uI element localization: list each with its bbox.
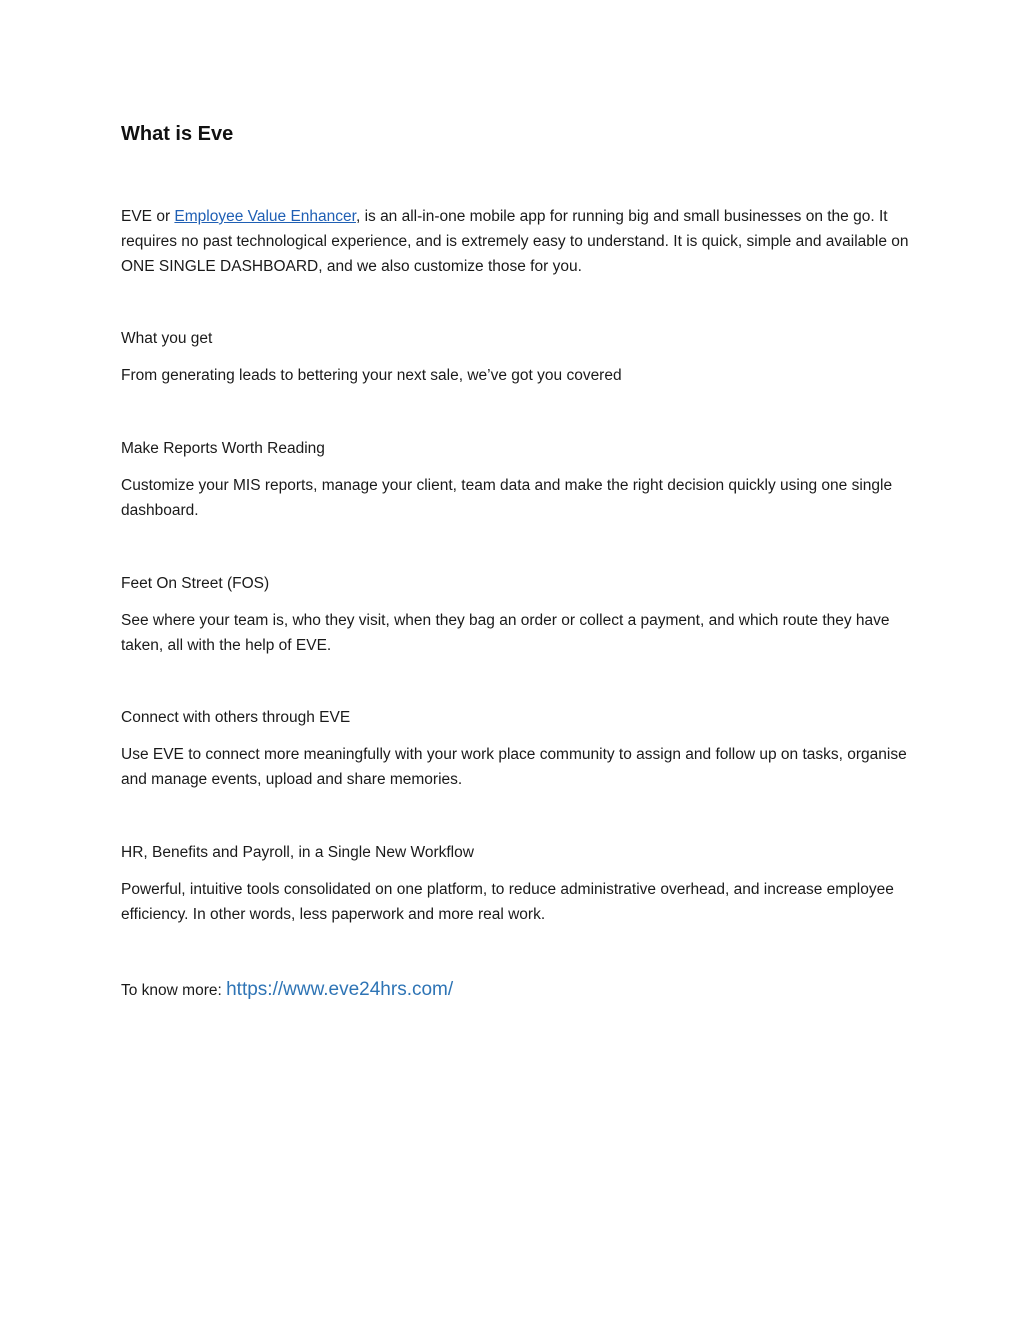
section-feet-on-street xyxy=(121,572,911,659)
website-link[interactable]: https://www.eve24hrs.com/ xyxy=(226,978,454,1000)
know-more-label: To know more: xyxy=(121,981,227,999)
section-connect xyxy=(121,706,911,793)
section-heading: HR, Benefits and Payroll, in a Single New Workflow xyxy=(121,843,474,861)
section-what-you-get xyxy=(121,327,911,389)
section-heading: What you get xyxy=(121,330,213,348)
intro-prefix: EVE or xyxy=(121,208,175,225)
document-page xyxy=(121,118,911,1020)
know-more-line xyxy=(121,976,911,1005)
intro-suffix: , is an all-in-one mobile app for running big and small businesses on the go. It requires no past technological experience, and is extremely easy to understand. It is quick, simple and available on ONE SINGLE DASHBOARD, and we also customize those for you. xyxy=(121,208,909,275)
section-body: From generating leads to bettering your next sale, we’ve got you covered xyxy=(121,367,622,385)
intro-paragraph xyxy=(121,205,911,279)
page-title: What is Eve xyxy=(121,123,234,145)
section-heading: Feet On Street (FOS) xyxy=(121,574,270,592)
section-heading: Make Reports Worth Reading xyxy=(121,440,325,458)
section-heading: Connect with others through EVE xyxy=(121,709,351,727)
section-hr-benefits xyxy=(121,841,911,928)
employee-value-enhancer-link[interactable]: Employee Value Enhancer xyxy=(174,208,356,225)
section-body: Customize your MIS reports, manage your client, team data and make the right decision quickly using one single dashboard. xyxy=(121,477,893,519)
section-body: Use EVE to connect more meaningfully with your work place community to assign and follow up on tasks, organise and manage events, upload and share memories. xyxy=(121,746,907,789)
section-make-reports xyxy=(121,437,911,524)
section-body: Powerful, intuitive tools consolidated on one platform, to reduce administrative overhead, and increase employee efficiency. In other words, less paperwork and more real work. xyxy=(121,880,894,923)
section-body: See where your team is, who they visit, when they bag an order or collect a payment, and which route they have taken, all with the help of EVE. xyxy=(121,611,890,654)
